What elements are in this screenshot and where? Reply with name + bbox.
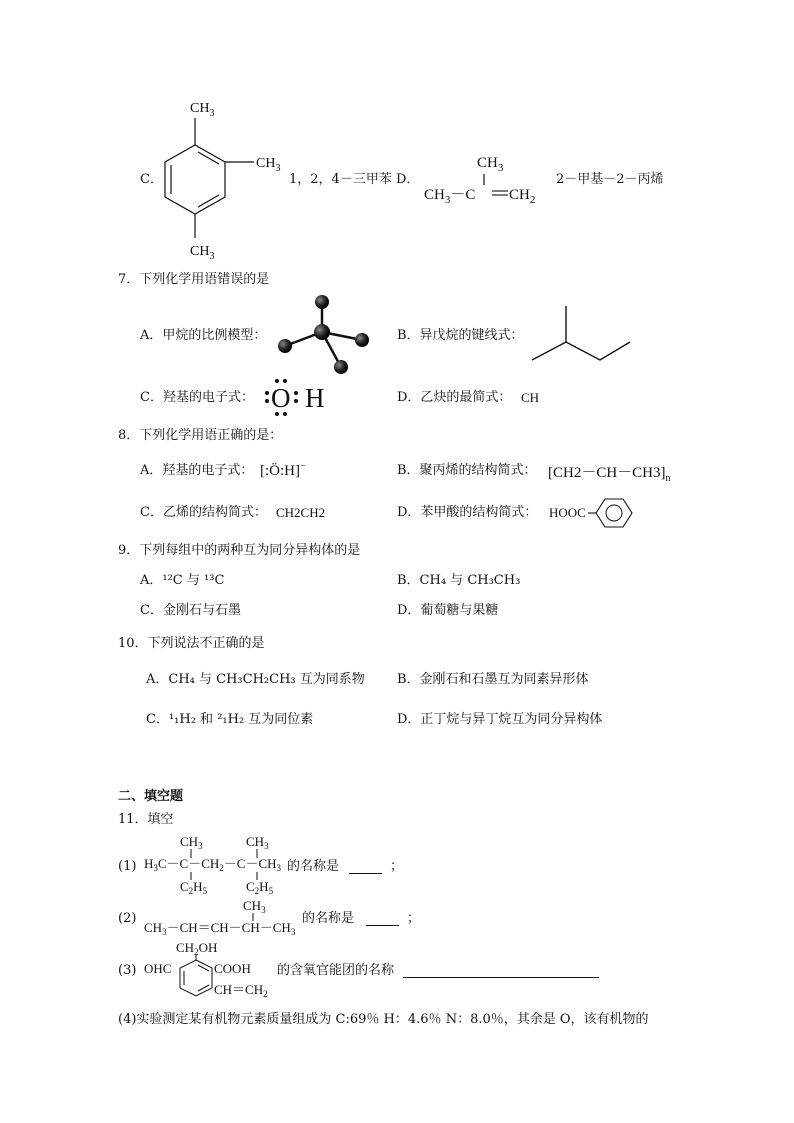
- q11-part1-label: (1): [118, 859, 137, 874]
- q11-part3-suffix: 的含氧官能团的名称: [277, 963, 395, 978]
- section-title: 二、填空题: [118, 789, 184, 804]
- q7-option-b: B．异戊烷的键线式：: [397, 328, 524, 343]
- methylpropene-structure: [420, 145, 555, 210]
- oxygen-symbol: O: [271, 383, 291, 413]
- svg-text:CH＝CH2: $CH=CH_2$: [214, 982, 268, 999]
- svg-text:COOH: COOH: [214, 961, 251, 976]
- q11-part2-suffix: 的名称是: [302, 911, 355, 926]
- q8-option-d-formula: HOOC: [549, 505, 586, 520]
- svg-text:CH3: $CH_3$: [246, 834, 269, 851]
- hydrogen-symbol: H: [305, 383, 325, 413]
- svg-text:C2H5: $C_2H_5$: [180, 879, 208, 894]
- ch3-top-text: $CH_3$: [190, 101, 215, 119]
- svg-text:CH3－C: $CH_3-C$: [424, 187, 476, 206]
- q7-option-d: D．乙炔的最简式：: [397, 390, 512, 405]
- svg-text:CH2: $CH_2$: [509, 187, 536, 206]
- svg-text:CH2OH: $CH_2OH$: [176, 940, 218, 957]
- q11-stem: 11．填空: [118, 812, 174, 827]
- q11-part1-structure: [140, 832, 290, 894]
- svg-text:H3C－C－CH2－C－CH3: $H_3C-C-CH_2-C-CH_3$: [144, 856, 282, 873]
- q8-option-c-formula: CH2CH2: [276, 505, 326, 520]
- svg-text:CH3－CH＝CH－CH－CH3: $CH_3-CH=CH-CH-CH_3$: [144, 920, 296, 937]
- q7-stem: 7．下列化学用语错误的是: [118, 272, 270, 287]
- charge-sign: −: [300, 461, 306, 472]
- svg-text:C2H5: $C_2H_5$: [246, 879, 274, 894]
- q6-option-c-name: 1，2，4－三甲苯: [289, 172, 392, 187]
- svg-text:CH3: $CH_3$: [477, 155, 504, 174]
- polymer-n: n: [665, 473, 671, 484]
- trimethylbenzene-structure: [150, 90, 300, 260]
- q11-part1-answer-blank[interactable]: [349, 873, 382, 874]
- q7-option-c: C．羟基的电子式：: [140, 390, 254, 405]
- q9-option-b: B．CH₄ 与 CH₃CH₃: [397, 573, 521, 588]
- q10-option-c-text: ¹₁H₂ 和 ²₁H₂ 互为同位素: [168, 712, 314, 727]
- svg-text:OHC: OHC: [144, 961, 172, 976]
- hydroxyl-electron-dot: [262, 372, 334, 420]
- q11-part1-suffix: 的名称是: [287, 859, 340, 874]
- hydroxyl-ion-formula: [:Ö:H]: [260, 463, 300, 479]
- q11-part3-answer-blank[interactable]: [403, 977, 599, 978]
- q8-option-a-formula: [260, 461, 306, 480]
- q11-part2-answer-blank[interactable]: [366, 925, 399, 926]
- q11-part2-end: ；: [407, 911, 421, 926]
- ch3-right-text: $CH_3$: [256, 156, 281, 174]
- q11-part3-structure: [140, 938, 280, 1002]
- q8-option-a: A．羟基的电子式：: [140, 463, 254, 478]
- q9-option-a: A．¹²C 与 ¹³C: [140, 573, 225, 588]
- q10-stem: 10．下列说法不正确的是: [118, 636, 265, 651]
- q10-option-a: A．CH₄ 与 CH₃CH₂CH₃ 互为同系物: [146, 672, 365, 687]
- ch3-bottom-text: $CH_3$: [190, 244, 215, 260]
- q11-part4-text: (4)实验测定某有机物元素质量组成为 C:69％ H：4.6％ N：8.0％，其余是 O，该有机物的: [118, 1012, 649, 1027]
- q10-option-b: B．金刚石和石墨互为同素异形体: [397, 672, 589, 687]
- q8-option-d: D．苯甲酸的结构简式：: [397, 505, 538, 520]
- q9-stem: 9．下列每组中的两种互为同分异构体的是: [118, 543, 361, 558]
- q11-part1-end: ；: [390, 859, 404, 874]
- q7-option-d-formula: CH: [521, 390, 540, 405]
- q7-option-a: A．甲烷的比例模型：: [140, 328, 267, 343]
- benzene-ring-icon: [588, 496, 636, 530]
- q6-option-d-label: D．: [396, 172, 420, 187]
- isopentane-skeletal-formula: [528, 302, 636, 364]
- q10-option-c-prefix: C．: [146, 712, 169, 727]
- q8-option-b-formula: [548, 461, 671, 484]
- svg-text:CH3: $CH_3$: [243, 898, 266, 915]
- q10-option-d: D．正丁烷与异丁烷互为同分异构体: [397, 712, 603, 727]
- q8-option-c: C．乙烯的结构简式：: [140, 505, 267, 520]
- methane-ball-model: [268, 288, 378, 378]
- q11-part2-label: (2): [118, 911, 137, 926]
- polypropene-formula: [CH2－CH－CH3]: [548, 465, 666, 481]
- q6-option-c-label: C．: [140, 172, 163, 187]
- q8-option-b: B．聚丙烯的结构简式：: [397, 463, 537, 478]
- q10-option-c: [146, 712, 313, 728]
- q9-option-c: C．金刚石与石墨: [140, 603, 241, 618]
- q8-stem: 8．下列化学用语正确的是：: [118, 428, 283, 443]
- q9-option-d: D．葡萄糖与果糖: [397, 603, 499, 618]
- q11-part3-label: (3): [118, 963, 137, 978]
- svg-text:CH3: $CH_3$: [180, 834, 203, 851]
- q11-part2-structure: [140, 896, 305, 938]
- q6-option-d-name: 2－甲基－2－丙烯: [556, 172, 664, 187]
